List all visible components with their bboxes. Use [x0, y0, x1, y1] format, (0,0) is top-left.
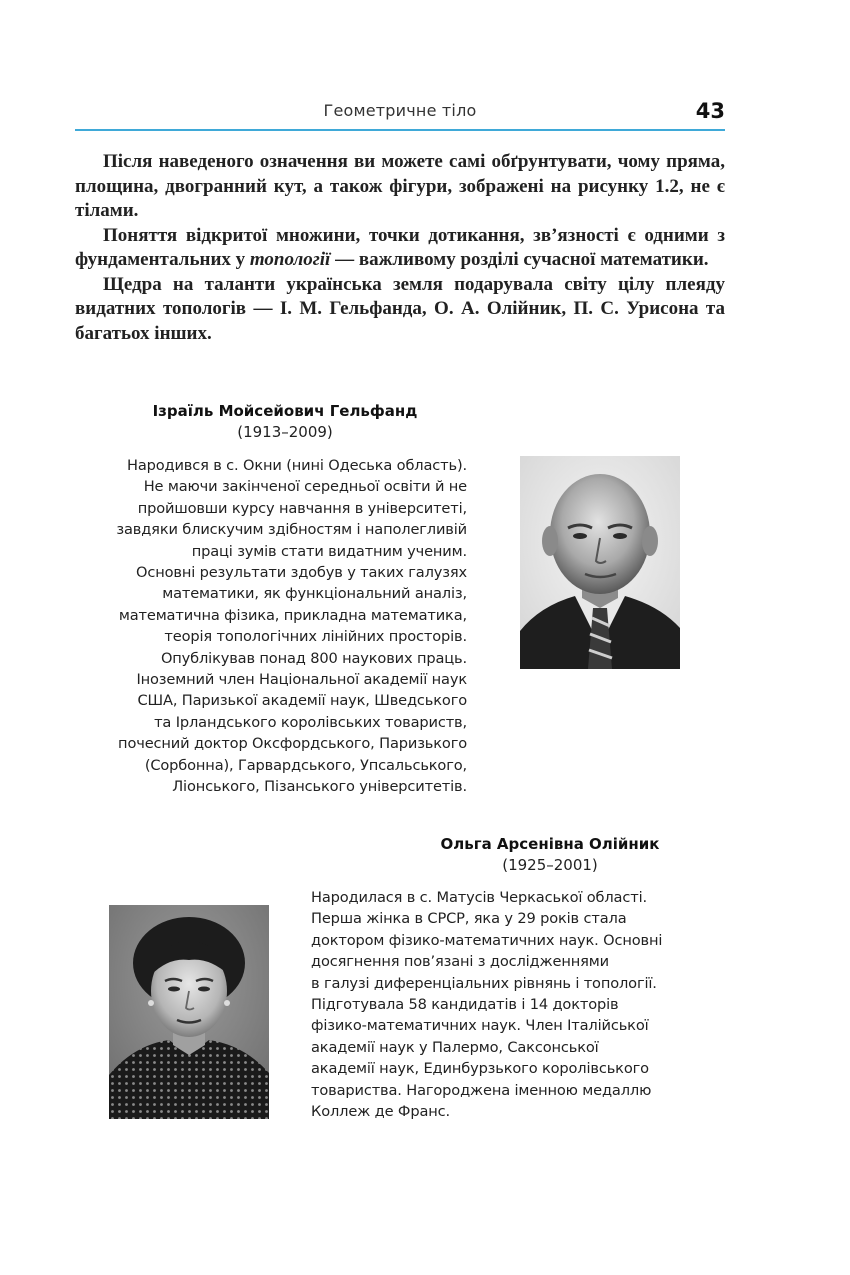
oliynyk-name: Ольга Арсенівна Олійник [440, 835, 660, 853]
gelfand-name: Ізраїль Мойсейович Гельфанд [152, 402, 418, 420]
bio-line: в галузі диференціальних рівнянь і топології. [311, 974, 657, 992]
term-topology: топології [249, 249, 331, 270]
paragraph-2-end: — важливому розділі сучасної математики. [330, 249, 709, 270]
gelfand-bio [80, 455, 467, 798]
bio-line: Ліонського, Пізанського університетів. [172, 778, 467, 796]
bio-line: Основні результати здобув у таких галузях [135, 564, 467, 582]
bio-line: доктором фізико-математичних наук. Основні [311, 931, 663, 949]
bio-line: Народилася в с. Матусів Черкаської області. [311, 889, 647, 906]
bio-line: завдяки блискучим здібностям і наполегливій [116, 521, 467, 539]
bio-line: Опублікував понад 800 наукових праць. [160, 649, 467, 667]
bio-line: пройшовши курсу навчання в університеті, [137, 499, 467, 517]
bio-line: товариства. Нагороджена іменною медаллю [311, 1081, 652, 1099]
bio-line: математики, як функціональний аналіз, [162, 585, 467, 603]
bio-line: математична фізика, прикладна математика, [118, 606, 467, 624]
bio-line: Не маючи закінченої середньої освіти й не [143, 478, 467, 496]
paragraph-3: Щедра на таланти українська земля подарувала світу цілу плеяду видатних топологів — І. М. Гельфанда, О. А. Олійник, П. С. Урисона та багатьох інших. [75, 273, 725, 344]
oliynyk-years: (1925–2001) [502, 856, 598, 874]
paragraph-2 [75, 224, 725, 273]
running-header-title: Геометричне тіло [323, 101, 477, 120]
bio-line: Коллеж де Франс. [311, 1103, 450, 1121]
bio-line: Іноземний член Національної академії наук [136, 671, 467, 689]
header-divider [75, 129, 725, 131]
paragraph-2-start: Поняття відкритої множини, точки дотикання, зв’язності є одними з фундаментальних у [75, 224, 725, 270]
bio-line: академії наук, Единбурзького королівського [311, 1060, 649, 1078]
bio-line: почесний доктор Оксфордського, Паризького [118, 735, 467, 753]
bio-line: досягнення пов’язані з дослідженнями [311, 953, 609, 971]
bio-line: Підготувала 58 кандидатів і 14 докторів [311, 996, 619, 1014]
bio-line: та Ірландського королівських товариств, [154, 713, 467, 731]
bio-line: праці зумів стати видатним ученим. [191, 542, 467, 560]
bio-line: Народився в с. Окни (нині Одеська область). [127, 457, 467, 474]
bio-line: фізико-математичних наук. Член Італійської [311, 1017, 649, 1035]
gelfand-years: (1913–2009) [237, 423, 333, 441]
gelfand-portrait [520, 456, 680, 669]
oliynyk-portrait [109, 905, 269, 1119]
oliynyk-bio [311, 887, 711, 1122]
bio-line: Перша жінка в СРСР, яка у 29 років стала [311, 910, 627, 928]
main-text [75, 150, 725, 346]
bio-line: США, Паризької академії наук, Шведського [137, 692, 467, 710]
bio-line: (Сорбонна), Гарвардського, Упсальського, [144, 756, 467, 774]
page-number: 43 [695, 99, 725, 123]
bio-line: теорія топологічних лінійних просторів. [164, 628, 467, 646]
bio-line: академії наук у Палермо, Саксонської [311, 1038, 599, 1056]
paragraph-1: Після наведеного означення ви можете самі обґрунтувати, чому пряма, площина, двогранний кут, а також фігури, зображені на рисунку 1.2, не є тілами. [75, 151, 725, 221]
